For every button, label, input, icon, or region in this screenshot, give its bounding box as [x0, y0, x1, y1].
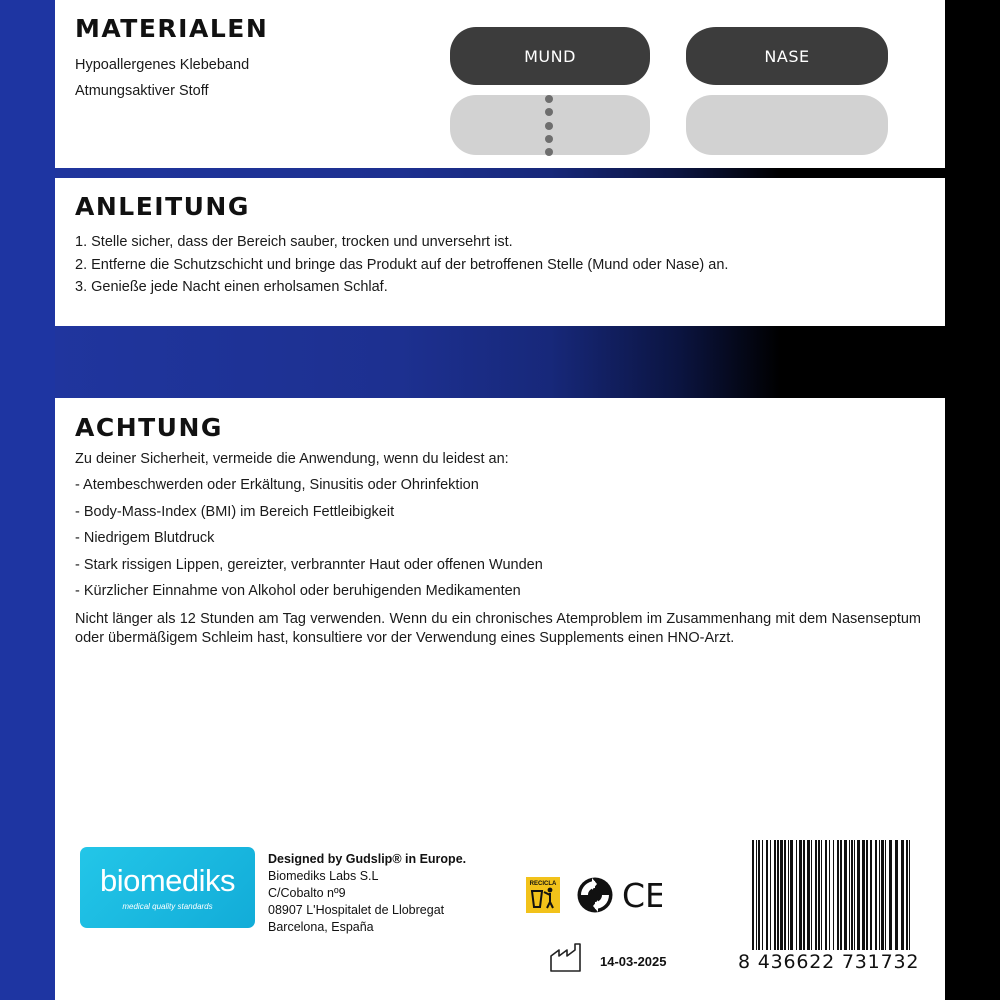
barcode-bar: [756, 840, 757, 950]
barcode-bar: [833, 840, 834, 950]
barcode-bar: [901, 840, 904, 950]
logo-wordmark: biomediks: [99, 863, 236, 898]
barcode-bar: [807, 840, 810, 950]
instructions-panel: [55, 178, 945, 326]
barcode-bar: [815, 840, 817, 950]
barcode-bar: [796, 840, 797, 950]
barcode-bar: [811, 840, 812, 950]
green-dot-icon: [576, 876, 614, 914]
instruction-step: 3. Genieße jede Nacht einen erholsamen Schlaf.: [75, 279, 388, 295]
barcode-bar: [857, 840, 860, 950]
barcode-bar: [829, 840, 830, 950]
barcode-bar: [803, 840, 805, 950]
address-street: C/Cobalto nº9: [268, 886, 346, 900]
barcode-bar: [862, 840, 865, 950]
warning-note: Nicht länger als 12 Stunden am Tag verwenden. Wenn du ein chronisches Atemproblem im Zusammenhang mit dem Nasenseptum oder übermäßigem Schleim hast, konsultiere vor der Verwendung eines Supplements einen HNO-Arzt.: [75, 611, 921, 646]
address-designed-by: Designed by Gudslip® in Europe.: [268, 852, 467, 866]
logo-tagline: medical quality standards: [122, 902, 213, 911]
materials-item: Atmungsaktiver Stoff: [75, 83, 209, 99]
barcode-bar: [851, 840, 853, 950]
perforation-dots: [545, 95, 553, 161]
warning-item: - Atembeschwerden oder Erkältung, Sinusitis oder Ohrinfektion: [75, 477, 479, 493]
barcode-bar: [780, 840, 783, 950]
manufacturer-icon: [549, 942, 583, 972]
materials-heading: MATERIALEN: [75, 14, 269, 43]
barcode-bar: [866, 840, 868, 950]
recycle-label: RECICLA: [529, 881, 557, 887]
recycle-bin-icon: [526, 877, 560, 913]
address-city: 08907 L'Hospitalet de Llobregat: [268, 903, 445, 917]
barcode-bar: [770, 840, 771, 950]
barcode-bar: [879, 840, 880, 950]
barcode-bar: [777, 840, 779, 950]
materials-item: Hypoallergenes Klebeband: [75, 57, 250, 73]
barcode-bar: [844, 840, 847, 950]
barcode-number: 8 436622 731732: [738, 951, 920, 973]
warning-item: - Stark rissigen Lippen, gereizter, verbrannter Haut oder offenen Wunden: [75, 556, 543, 573]
ce-mark-icon: [622, 879, 662, 911]
barcode-bar: [821, 840, 822, 950]
warning-item: - Niedrigem Blutdruck: [75, 530, 215, 546]
mouth-strip: [450, 27, 650, 85]
barcode-bar: [752, 840, 754, 950]
warning-item: - Body-Mass-Index (BMI) im Bereich Fettleibigkeit: [75, 503, 395, 520]
address-region: Barcelona, España: [268, 920, 374, 934]
warning-item: - Kürzlicher Einnahme von Alkohol oder beruhigenden Medikamenten: [75, 583, 521, 599]
manufacturer-address: [268, 851, 466, 936]
barcode-bar: [837, 840, 839, 950]
barcode-bar: [840, 840, 842, 950]
barcode-bar: [885, 840, 886, 950]
barcode-bar: [758, 840, 760, 950]
barcode-bar: [774, 840, 776, 950]
warning-heading: ACHTUNG: [75, 413, 223, 442]
background-black-edge: [945, 0, 1000, 1000]
nose-strip-back: [686, 95, 888, 155]
address-company: Biomediks Labs S.L: [268, 869, 379, 883]
barcode-bar: [818, 840, 820, 950]
barcode-bar: [881, 840, 884, 950]
barcode-bar: [762, 840, 763, 950]
barcode-bar: [825, 840, 827, 950]
barcode-bar: [870, 840, 872, 950]
barcode: [752, 840, 912, 950]
nose-strip-label: NASE: [764, 46, 810, 66]
barcode-bar: [906, 840, 908, 950]
instructions-heading: ANLEITUNG: [75, 192, 250, 221]
barcode-bar: [875, 840, 877, 950]
ce-mark-text: CE: [622, 879, 662, 911]
instructions-list: [75, 231, 728, 299]
biomediks-logo: [80, 847, 255, 928]
barcode-bar: [909, 840, 910, 950]
barcode-bar: [766, 840, 768, 950]
barcode-bar: [784, 840, 786, 950]
mouth-strip-label: MUND: [524, 46, 576, 66]
warning-intro: Zu deiner Sicherheit, vermeide die Anwendung, wenn du leidest an:: [75, 451, 509, 467]
nose-strip: [686, 27, 888, 85]
instruction-step: 1. Stelle sicher, dass der Bereich sauber, trocken und unversehrt ist.: [75, 234, 513, 250]
instruction-step: 2. Entferne die Schutzschicht und bringe das Produkt auf der betroffenen Stelle (Mund oder Nase) an.: [75, 256, 729, 273]
barcode-bar: [799, 840, 802, 950]
materials-list: [75, 52, 249, 104]
warning-list: [75, 472, 543, 605]
background-blue-edge: [0, 0, 55, 1000]
barcode-bar: [854, 840, 855, 950]
barcode-bar: [849, 840, 850, 950]
materials-panel: [55, 0, 945, 168]
barcode-bar: [790, 840, 793, 950]
barcode-bar: [889, 840, 892, 950]
barcode-bar: [788, 840, 789, 950]
manufacture-date: 14-03-2025: [600, 954, 667, 969]
barcode-bar: [895, 840, 898, 950]
